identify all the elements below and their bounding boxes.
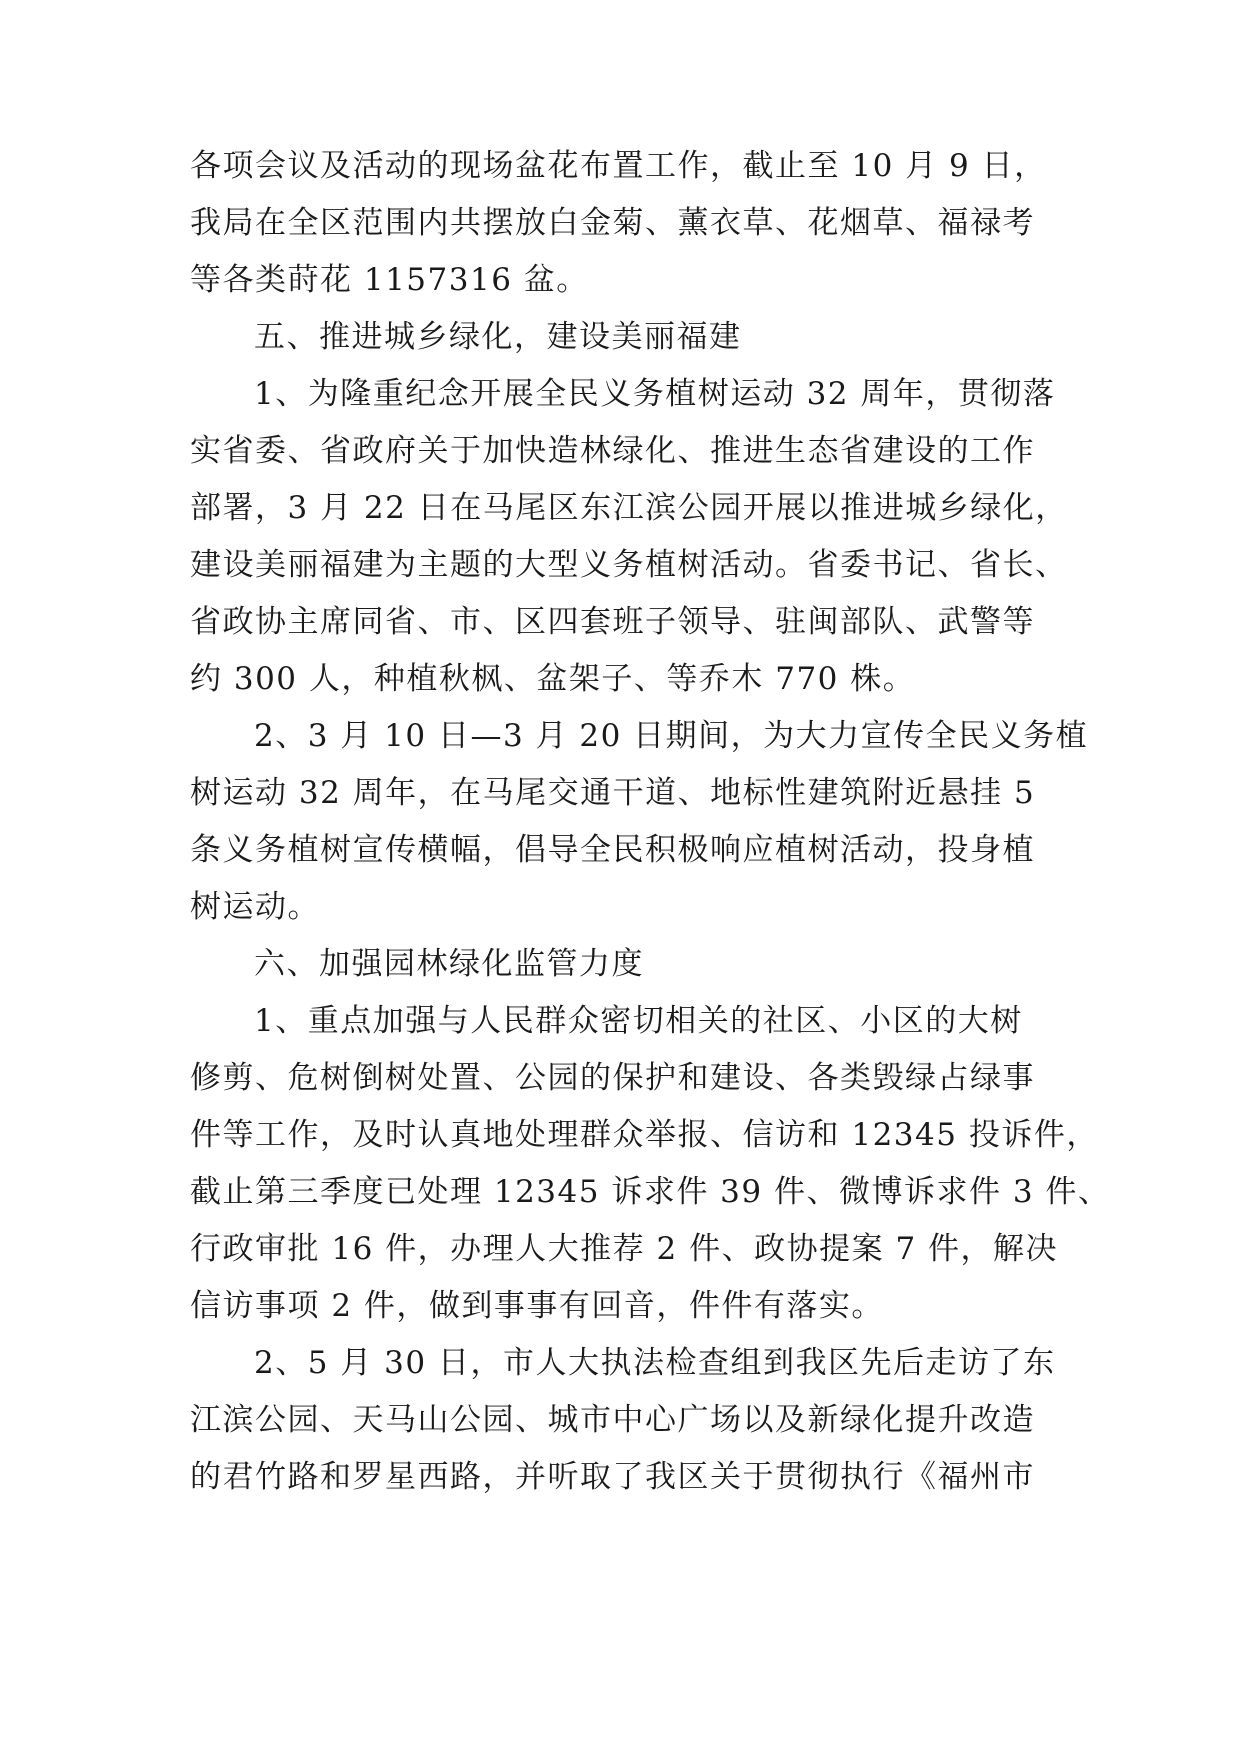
text-line: 修剪、危树倒树处置、公园的保护和建设、各类毁绿占绿事 [190, 1060, 1035, 1096]
text-line: 的君竹路和罗星西路，并听取了我区关于贯彻执行《福州市 [190, 1459, 1035, 1495]
text-line: 树运动 32 周年，在马尾交通干道、地标性建筑附近悬挂 5 [190, 775, 1036, 811]
text-line: 1、为隆重纪念开展全民义务植树运动 32 周年，贯彻落 [254, 376, 1056, 412]
text-line: 行政审批 16 件，办理人大推荐 2 件、政协提案 7 件，解决 [190, 1231, 1059, 1267]
text-line: 件等工作，及时认真地处理群众举报、信访和 12345 投诉件， [190, 1117, 1099, 1153]
text-line: 1、重点加强与人民群众密切相关的社区、小区的大树 [254, 1003, 1023, 1039]
text-line: 建设美丽福建为主题的大型义务植树活动。省委书记、省长、 [190, 547, 1068, 583]
text-line: 信访事项 2 件，做到事事有回音，件件有落实。 [190, 1288, 884, 1324]
text-line: 部署，3 月 22 日在马尾区东江滨公园开展以推进城乡绿化， [190, 490, 1068, 526]
text-line: 2、5 月 30 日，市人大执法检查组到我区先后走访了东 [254, 1345, 1056, 1381]
text-line: 我局在全区范围内共摆放白金菊、薰衣草、花烟草、福禄考 [190, 205, 1035, 241]
text-line: 约 300 人，种植秋枫、盆架子、等乔木 770 株。 [190, 661, 916, 697]
text-line: 省政协主席同省、市、区四套班子领导、驻闽部队、武警等 [190, 604, 1035, 640]
text-line: 等各类莳花 1157316 盆。 [190, 262, 589, 298]
section-heading: 六、加强园林绿化监管力度 [254, 946, 644, 982]
text-line: 江滨公园、天马山公园、城市中心广场以及新绿化提升改造 [190, 1402, 1035, 1438]
text-line: 树运动。 [190, 889, 320, 925]
text-line: 条义务植树宣传横幅，倡导全民积极响应植树活动，投身植 [190, 832, 1035, 868]
text-line: 实省委、省政府关于加快造林绿化、推进生态省建设的工作 [190, 433, 1035, 469]
text-line: 截止第三季度已处理 12345 诉求件 39 件、微博诉求件 3 件、 [190, 1174, 1111, 1210]
section-heading: 五、推进城乡绿化，建设美丽福建 [254, 319, 742, 355]
text-line: 2、3 月 10 日—3 月 20 日期间，为大力宣传全民义务植 [254, 718, 1089, 754]
text-line: 各项会议及活动的现场盆花布置工作，截止至 10 月 9 日， [190, 148, 1047, 184]
